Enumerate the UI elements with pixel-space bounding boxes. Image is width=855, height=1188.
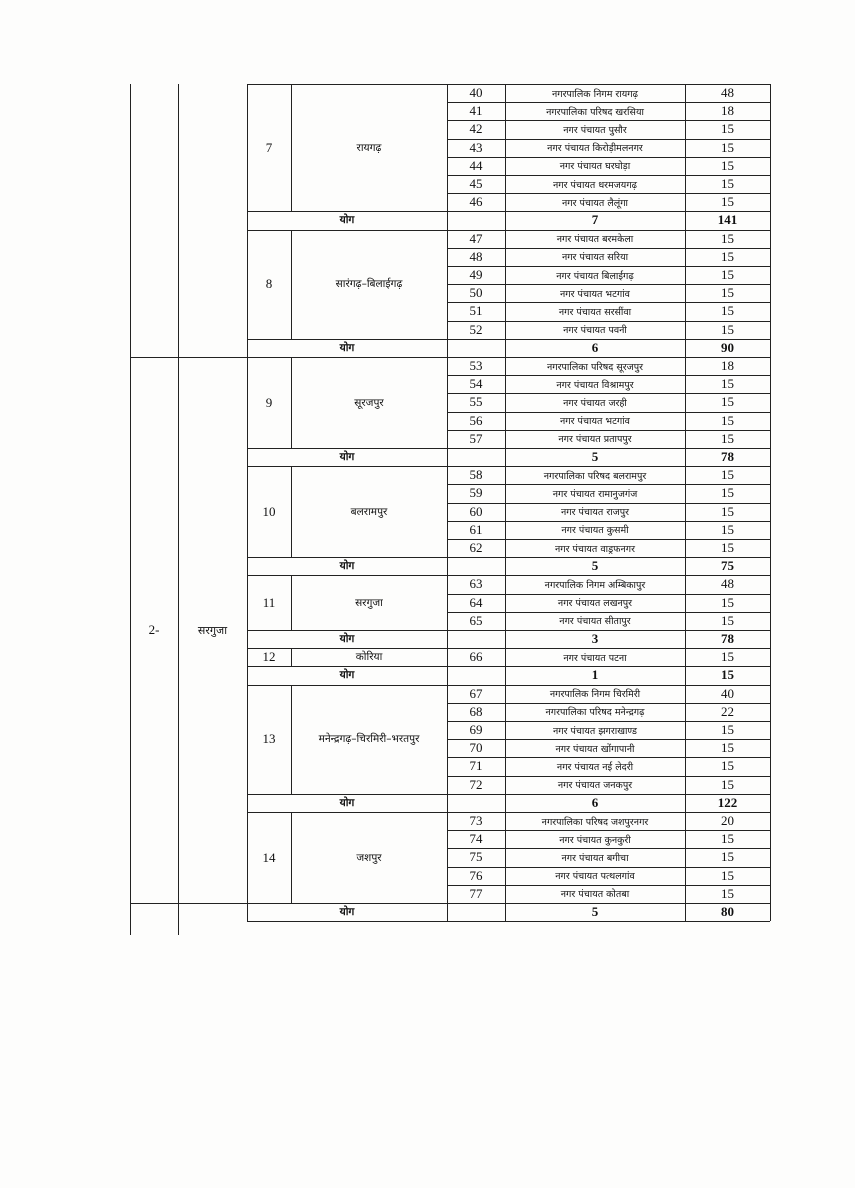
table-vertical-rule xyxy=(447,357,448,466)
ward-count: 15 xyxy=(721,485,734,501)
body-serial-number: 66 xyxy=(469,649,483,665)
district-total-wards: 78 xyxy=(721,631,734,647)
table-vertical-rule xyxy=(770,575,771,648)
table-vertical-rule xyxy=(447,575,448,648)
body-serial-number: 57 xyxy=(469,430,483,446)
district-total-label: योग xyxy=(339,633,355,646)
ward-count: 15 xyxy=(721,467,734,483)
district-total-label: योग xyxy=(339,451,355,464)
ward-count: 15 xyxy=(721,722,734,738)
table-vertical-rule xyxy=(447,812,448,921)
urban-body-name: नगर पंचायत धरमजयगढ़ xyxy=(552,179,638,191)
body-serial-number: 70 xyxy=(469,740,483,756)
urban-body-name: नगर पंचायत किरोड़ीमलनगर xyxy=(547,143,643,155)
body-serial-number: 68 xyxy=(469,703,483,719)
body-serial-number: 55 xyxy=(469,394,483,410)
body-serial-number: 76 xyxy=(469,867,483,883)
urban-body-name: नगर पंचायत घरघोड़ा xyxy=(559,161,631,173)
table-vertical-rule xyxy=(770,84,771,230)
district-total-label: योग xyxy=(339,560,355,573)
ward-count: 15 xyxy=(721,503,734,519)
body-serial-number: 58 xyxy=(469,467,483,483)
table-vertical-rule xyxy=(505,84,506,230)
table-vertical-rule xyxy=(685,84,686,230)
ward-count: 15 xyxy=(721,394,734,410)
body-serial-number: 52 xyxy=(469,321,483,337)
urban-body-name: नगरपालिक निगम चिरमिरी xyxy=(549,689,641,701)
table-vertical-rule xyxy=(447,466,448,575)
ward-count: 48 xyxy=(721,576,734,592)
urban-body-name: नगर पंचायत भटगांव xyxy=(560,288,630,300)
ward-count: 15 xyxy=(721,867,734,883)
district-total-count: 5 xyxy=(591,558,599,574)
urban-body-name: नगर पंचायत बगीचा xyxy=(561,852,629,864)
body-serial-number: 53 xyxy=(469,358,483,374)
district-number: 7 xyxy=(265,139,273,155)
ward-count: 15 xyxy=(721,776,734,792)
urban-body-name: नगर पंचायत कुसमी xyxy=(561,525,629,537)
district-number: 14 xyxy=(262,849,276,865)
table-horizontal-rule xyxy=(130,903,247,904)
urban-body-name: नगर पंचायत राजपुर xyxy=(560,507,630,519)
urban-body-name: नगर पंचायत विश्रामपुर xyxy=(556,379,634,391)
ward-count: 15 xyxy=(721,758,734,774)
ward-count: 15 xyxy=(721,612,734,628)
ward-count: 15 xyxy=(721,430,734,446)
body-serial-number: 40 xyxy=(469,85,483,101)
district-total-count: 5 xyxy=(591,904,599,920)
district-total-wards: 122 xyxy=(717,794,738,810)
ward-count: 18 xyxy=(721,103,734,119)
body-serial-number: 42 xyxy=(469,121,483,137)
urban-body-name: नगरपालिका परिषद जशपुरनगर xyxy=(541,816,649,828)
ward-count: 15 xyxy=(721,540,734,556)
ward-count: 15 xyxy=(721,157,734,173)
body-serial-number: 77 xyxy=(469,885,483,901)
ward-count: 15 xyxy=(721,885,734,901)
body-serial-number: 69 xyxy=(469,722,483,738)
urban-body-name: नगर पंचायत सरिया xyxy=(561,252,629,264)
ward-count: 22 xyxy=(721,703,734,719)
district-total-count: 3 xyxy=(591,631,599,647)
ward-count: 15 xyxy=(721,176,734,192)
ward-count: 15 xyxy=(721,194,734,210)
district-total-wards: 15 xyxy=(721,667,734,683)
ward-count: 15 xyxy=(721,321,734,337)
district-number: 12 xyxy=(262,649,276,665)
table-vertical-rule xyxy=(447,84,448,230)
urban-body-name: नगरपालिक निगम अम्बिकापुर xyxy=(544,579,646,591)
district-total-count: 1 xyxy=(591,667,599,683)
urban-body-name: नगर पंचायत लैलूंगा xyxy=(561,197,629,209)
body-serial-number: 67 xyxy=(469,685,483,701)
urban-body-name: नगर पंचायत झगराखाण्ड xyxy=(552,725,638,737)
body-serial-number: 74 xyxy=(469,831,483,847)
district-name: सरगुजा xyxy=(355,596,383,609)
ward-count: 15 xyxy=(721,285,734,301)
body-serial-number: 63 xyxy=(469,576,483,592)
ward-count: 15 xyxy=(721,376,734,392)
urban-body-name: नगर पंचायत सरसींवा xyxy=(558,306,632,318)
urban-body-name: नगरपालिका परिषद खरसिया xyxy=(546,106,644,118)
urban-body-name: नगर पंचायत जनकपुर xyxy=(557,780,633,792)
ward-count: 48 xyxy=(721,85,734,101)
ward-count: 15 xyxy=(721,139,734,155)
urban-body-name: नगर पंचायत पत्थलगांव xyxy=(555,871,635,883)
urban-body-name: नगर पंचायत पटना xyxy=(563,652,627,664)
district-total-label: योग xyxy=(339,214,355,227)
district-total-count: 7 xyxy=(591,212,599,228)
ward-count: 15 xyxy=(721,831,734,847)
district-total-wards: 141 xyxy=(717,212,738,228)
ward-count: 15 xyxy=(721,248,734,264)
ward-count: 20 xyxy=(721,813,734,829)
district-name: जशपुर xyxy=(356,851,382,864)
body-serial-number: 45 xyxy=(469,176,483,192)
body-serial-number: 47 xyxy=(469,230,483,246)
body-serial-number: 54 xyxy=(469,376,483,392)
body-serial-number: 72 xyxy=(469,776,483,792)
urban-body-name: नगर पंचायत कुनकुरी xyxy=(559,834,631,846)
ward-count: 15 xyxy=(721,740,734,756)
district-total-label: योग xyxy=(339,906,355,919)
district-total-count: 6 xyxy=(591,339,599,355)
body-serial-number: 56 xyxy=(469,412,483,428)
urban-body-name: नगर पंचायत रामानुजगंज xyxy=(552,488,638,500)
table-vertical-rule xyxy=(770,648,771,684)
urban-body-name: नगर पंचायत जरही xyxy=(563,397,627,409)
ward-count: 15 xyxy=(721,121,734,137)
body-serial-number: 73 xyxy=(469,813,483,829)
district-name: बलरामपुर xyxy=(350,505,388,518)
urban-body-name: नगर पंचायत प्रतापपुर xyxy=(558,434,632,446)
body-serial-number: 46 xyxy=(469,194,483,210)
body-serial-number: 64 xyxy=(469,594,483,610)
body-serial-number: 41 xyxy=(469,103,483,119)
body-serial-number: 43 xyxy=(469,139,483,155)
urban-body-name: नगर पंचायत लखनपुर xyxy=(557,598,633,610)
urban-body-name: नगर पंचायत सीतापुर xyxy=(559,616,631,628)
district-total-label: योग xyxy=(339,341,355,354)
district-total-wards: 78 xyxy=(721,449,734,465)
urban-body-name: नगर पंचायत खोंगापानी xyxy=(555,743,635,755)
body-serial-number: 44 xyxy=(469,157,483,173)
district-number: 8 xyxy=(265,276,273,292)
urban-body-name: नगर पंचायत पुसौर xyxy=(563,124,627,136)
table-horizontal-rule xyxy=(247,921,770,922)
urban-body-name: नगर पंचायत बरमकेला xyxy=(556,234,634,246)
district-name: मनेन्द्रगढ़–चिरमिरी–भरतपुर xyxy=(318,733,420,746)
ward-count: 15 xyxy=(721,649,734,665)
table-vertical-rule xyxy=(770,685,771,812)
district-name: कोरिया xyxy=(355,651,383,664)
urban-body-name: नगरपालिका परिषद मनेन्द्रगढ़ xyxy=(545,707,645,719)
district-total-label: योग xyxy=(339,669,355,682)
body-serial-number: 62 xyxy=(469,540,483,556)
urban-body-name: नगर पंचायत कोतबा xyxy=(560,889,630,901)
district-total-count: 5 xyxy=(591,449,599,465)
district-total-count: 6 xyxy=(591,794,599,810)
table-vertical-rule xyxy=(770,230,771,357)
body-serial-number: 51 xyxy=(469,303,483,319)
district-total-wards: 90 xyxy=(721,339,734,355)
division-name: सरगुजा xyxy=(197,623,228,637)
ward-count: 15 xyxy=(721,230,734,246)
body-serial-number: 65 xyxy=(469,612,483,628)
body-serial-number: 50 xyxy=(469,285,483,301)
body-serial-number: 61 xyxy=(469,521,483,537)
table-vertical-rule xyxy=(770,466,771,575)
ward-count: 40 xyxy=(721,685,734,701)
district-total-wards: 75 xyxy=(721,558,734,574)
district-number: 13 xyxy=(262,731,276,747)
ward-count: 15 xyxy=(721,412,734,428)
district-name: सारंगढ़–बिलाईगढ़ xyxy=(335,278,403,291)
ward-count: 15 xyxy=(721,849,734,865)
urban-body-name: नगरपालिका परिषद बलरामपुर xyxy=(543,470,647,482)
body-serial-number: 71 xyxy=(469,758,483,774)
division-number: 2- xyxy=(148,622,160,637)
ward-count: 15 xyxy=(721,594,734,610)
district-name: सूरजपुर xyxy=(354,396,384,409)
table-vertical-rule xyxy=(770,812,771,921)
district-total-wards: 80 xyxy=(721,904,734,920)
urban-body-name: नगरपालिका परिषद सूरजपुर xyxy=(547,361,643,373)
district-name: रायगढ़ xyxy=(356,141,382,154)
urban-body-name: नगर पंचायत भटगांव xyxy=(560,416,630,428)
ward-count: 18 xyxy=(721,358,734,374)
urban-body-name: नगर पंचायत बिलाईगढ़ xyxy=(556,270,634,282)
body-serial-number: 48 xyxy=(469,248,483,264)
district-number: 11 xyxy=(262,594,276,610)
district-number: 10 xyxy=(262,503,276,519)
body-serial-number: 59 xyxy=(469,485,483,501)
ward-count: 15 xyxy=(721,303,734,319)
ward-count: 15 xyxy=(721,521,734,537)
urban-body-name: नगर पंचायत पवनी xyxy=(563,325,627,337)
district-number: 9 xyxy=(265,394,273,410)
urban-body-name: नगर पंचायत नई लेदरी xyxy=(556,761,634,773)
urban-body-name: नगर पंचायत वाड्रफनगर xyxy=(554,543,636,555)
body-serial-number: 75 xyxy=(469,849,483,865)
urban-body-name: नगरपालिक निगम रायगढ़ xyxy=(552,88,638,100)
body-serial-number: 60 xyxy=(469,503,483,519)
district-total-label: योग xyxy=(339,796,355,809)
table-vertical-rule xyxy=(770,357,771,466)
ward-count: 15 xyxy=(721,267,734,283)
body-serial-number: 49 xyxy=(469,267,483,283)
